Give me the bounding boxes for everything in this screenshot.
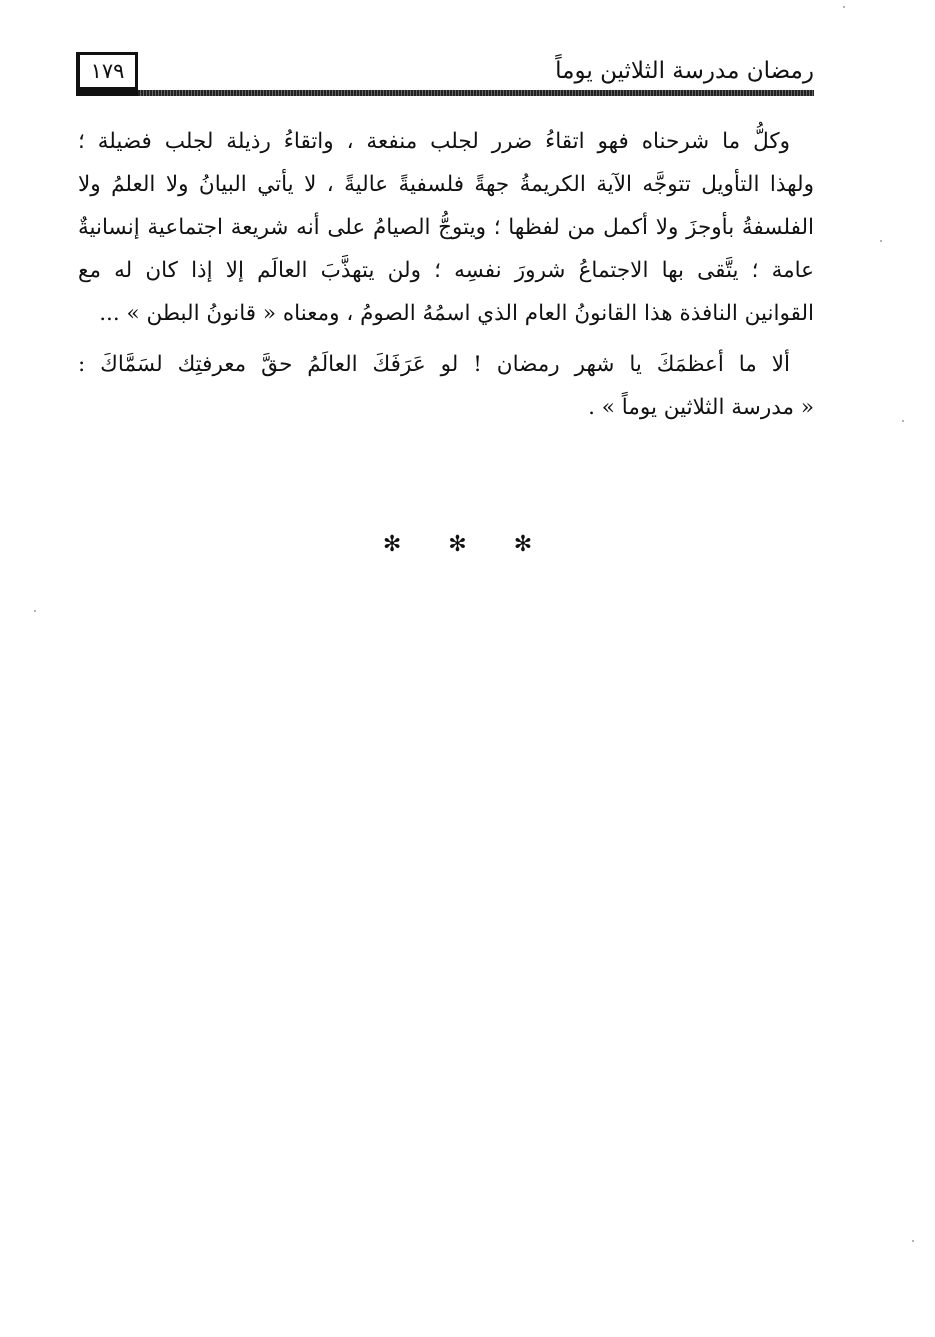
paragraph-2 (78, 343, 814, 429)
page-header (76, 48, 814, 98)
scan-speck (843, 6, 845, 8)
text-line: ولهذا التأويل تتوجَّه الآية الكريمةُ جهةً فلسفيةً عاليةً ، لا يأتي البيانُ ولا العلمُ ولا (78, 172, 814, 197)
text-line: ألا ما أعظمَكَ يا شهر رمضان ! لو عَرَفَكَ العالَمُ حقَّ معرفتِك لسَمَّاكَ : (78, 352, 790, 377)
header-rule (138, 90, 814, 96)
text-line: « مدرسة الثلاثين يوماً » . (588, 395, 814, 420)
text-line: الفلسفةُ بأوجزَ ولا أكمل من لفظها ؛ ويتوجُّ الصيامُ على أنه شريعة اجتماعية إنسانيةٌ (78, 215, 814, 240)
scan-speck (912, 1240, 914, 1242)
body-text (78, 120, 814, 429)
text-line: وكلُّ ما شرحناه فهو اتقاءُ ضرر لجلب منفعة ، واتقاءُ رذيلة لجلب فضيلة ؛ (78, 129, 790, 154)
running-title: رمضان مدرسة الثلاثين يوماً (555, 58, 814, 84)
section-separator: ✻ ✻ ✻ (382, 532, 553, 557)
scan-speck (902, 420, 904, 422)
header-rule-left (76, 90, 138, 96)
scan-speck (880, 240, 882, 242)
paragraph-gap (78, 335, 814, 343)
text-line: القوانين النافذة هذا القانونُ العام الذي اسمُهُ الصومُ ، ومعناه « قانونُ البطن » ... (99, 301, 814, 326)
scan-speck (34, 610, 36, 612)
paragraph-1 (78, 120, 814, 335)
page-number: ١٧٩ (76, 52, 138, 90)
text-line: عامة ؛ يتَّقى بها الاجتماعُ شرورَ نفسِه ؛ ولن يتهذَّبَ العالَم إلا إذا كان له مع (78, 258, 814, 283)
